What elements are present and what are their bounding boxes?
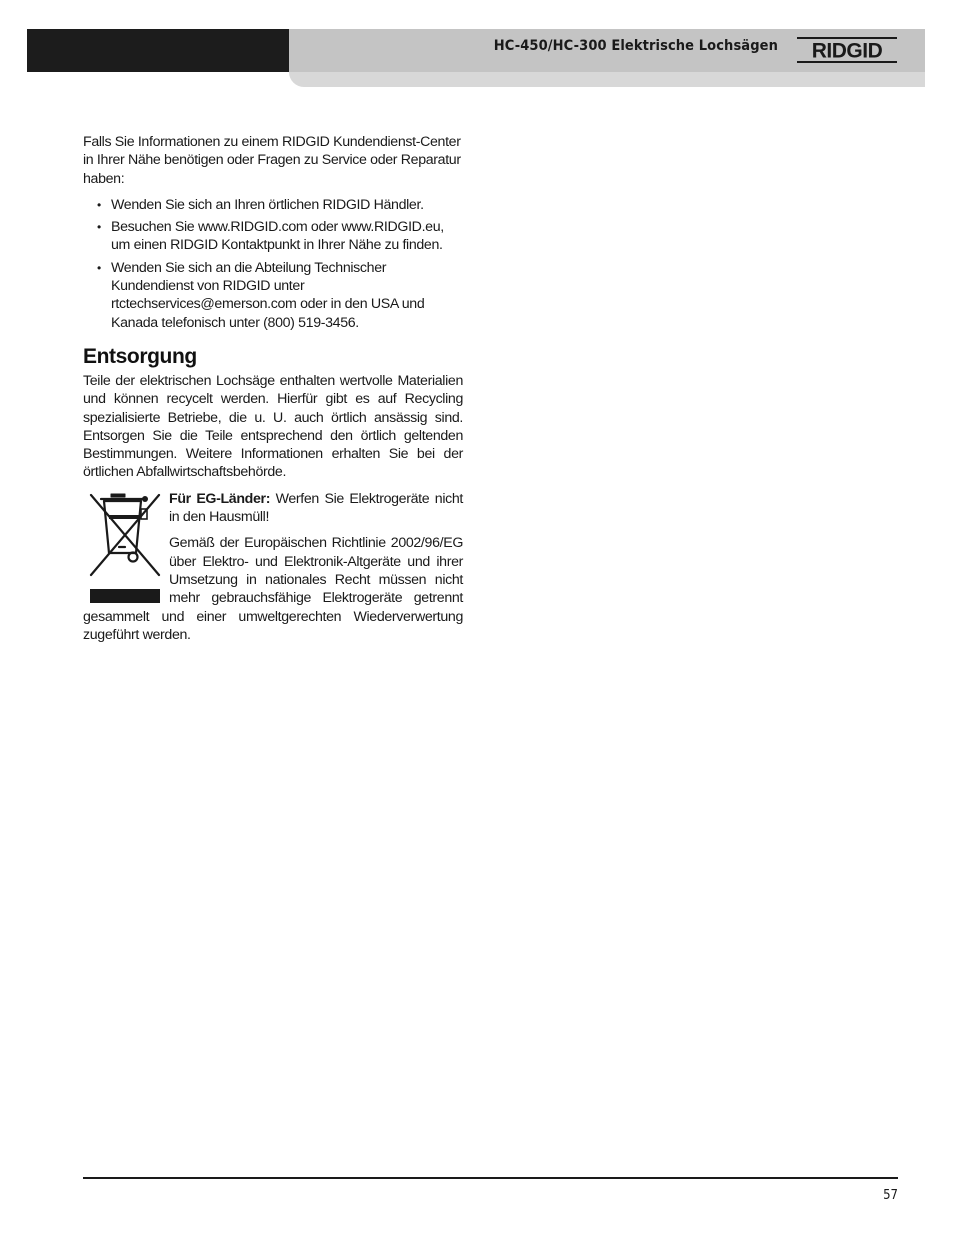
service-bullet-tech-service: • Wenden Sie sich an die Abteilung Technischer Kundendienst von RIDGID unter rtctechservices@emerson.com oder in den USA und Kanada telefonisch unter (800) 519-3456. bbox=[111, 259, 463, 332]
service-bullet-dealer: • Wenden Sie sich an Ihren örtlichen RIDGID Händler. bbox=[111, 196, 463, 214]
ridgid-logo-text: RIDGID bbox=[811, 39, 883, 63]
disposal-body: Teile der elektrischen Lochsäge enthalten wertvolle Materialien und können recycelt werden. Hierfür gibt es auf Recycling spezialisierte Betriebe, die u. U. auch örtlich ansässig sind. Entsorgen Sie die Teile entsprechend den örtlich geltenden Bestimmungen. Weitere Informationen erhalten Sie bei der örtlichen Abfallwirtschaftsbehörde. bbox=[83, 372, 463, 481]
disposal-heading: Entsorgung bbox=[83, 344, 197, 368]
main-column bbox=[83, 133, 463, 644]
eu-countries-label: Für EG-Länder: bbox=[169, 490, 271, 507]
eu-countries-text: Werfen Sie Elektrogeräte nicht in den Hausmüll! bbox=[169, 490, 463, 526]
ridgid-logo bbox=[796, 35, 898, 65]
weee-directive-text: Gemäß der Europäischen Richtlinie 2002/96/EG über Elektro- und Elektronik-Altgeräte und ihrer Umsetzung in nationales Recht müssen nicht mehr gebrauchsfähige Elektrogeräte getrennt gesammelt und einer umweltgerechten Wiederverwertung zugeführt werden. bbox=[83, 535, 463, 643]
service-bullet-website: • Besuchen Sie www.RIDGID.com oder www.RIDGID.eu, um einen RIDGID Kontaktpunkt in Ihrer Nähe zu finden. bbox=[111, 218, 463, 255]
header-gray-tab bbox=[289, 72, 925, 87]
footer-rule bbox=[83, 1177, 898, 1179]
page-number: 57 bbox=[883, 1188, 898, 1203]
weee-notice bbox=[83, 490, 463, 644]
service-intro: Falls Sie Informationen zu einem RIDGID Kundendienst-Center in Ihrer Nähe benötigen oder Fragen zu Service oder Reparatur haben: bbox=[83, 134, 461, 187]
crossed-out-wheelie-bin-icon bbox=[89, 491, 161, 605]
service-bullet-list bbox=[83, 196, 463, 332]
header-title: HC-450/HC-300 Elektrische Lochsägen bbox=[493, 38, 778, 54]
header-black-bar bbox=[27, 29, 289, 72]
